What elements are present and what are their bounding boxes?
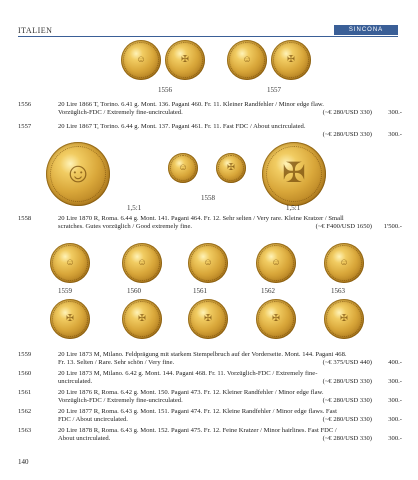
caption-1561: 1561 [193,287,207,295]
scale-label-left: 1,5:1 [127,204,142,212]
lot-estimate: (~€ 280/USD 330) [322,378,372,385]
lot-grade: uncirculated. [58,378,93,385]
caption-1557: 1557 [267,86,281,94]
coin-1560-obverse: ☺ [122,243,162,283]
lot-grade: scratches. Gutes vorzüglich / Good extremely fine. [58,223,193,230]
lot-grade: Vorzüglich-FDC / Extremely fine-uncirculated. [58,109,183,116]
lot-grade: FDC / About uncirculated. [58,416,128,423]
lot-number: 1557 [18,123,32,130]
lot-price: 400.- [388,359,402,366]
lot-price: 300.- [388,435,402,442]
coin-1561-obverse: ☺ [188,243,228,283]
coin-1559-obverse: ☺ [50,243,90,283]
lot-description: 20 Lire 1873 M, Milano. 6.42 g. Mont. 144. Pagani 468. Fr. 11. Vorzüglich-FDC / Extremely fine- [58,370,318,377]
coin-1558-obverse: ☺ [168,153,198,183]
lot-description: 20 Lire 1873 M, Milano. Feldprägung mit starkem Stempelbruch auf der Vorderseite. Mont. 144. Pagani 468. [58,351,347,358]
lot-estimate: (~€ 280/USD 330) [322,435,372,442]
lot-grade: Vorzüglich-FDC / Extremely fine-uncirculated. [58,397,183,404]
page-number: 140 [18,458,29,466]
coin-1559-reverse: ✠ [50,299,90,339]
lot-description: 20 Lire 1877 R, Roma. 6.43 g. Mont. 151. Pagani 474. Fr. 12. Kleine Randfehler / Minor edge flaws. Fast [58,408,337,415]
lot-number: 1560 [18,370,32,377]
lot-estimate: (~€ 375/USD 440) [322,359,372,366]
coin-1563-reverse: ✠ [324,299,364,339]
coin-1556-reverse: ✠ [165,40,205,80]
coin-1561-reverse: ✠ [188,299,228,339]
lot-grade: Fr. 13. Selten / Rare. Sehr schön / Very fine. [58,359,175,366]
caption-1563: 1563 [331,287,345,295]
lot-price: 1'500.- [383,223,402,230]
lot-description: 20 Lire 1878 R, Roma. 6.43 g. Mont. 152. Pagani 475. Fr. 12. Feine Kratzer / Minor hairlines. Fast FDC / [58,427,337,434]
caption-1562: 1562 [261,287,275,295]
caption-1558: 1558 [201,194,215,202]
lot-description: 20 Lire 1870 R, Roma. 6.44 g. Mont. 141. Pagani 464. Fr. 12. Sehr selten / Very rare. Kleine Kratzer / Small [58,215,344,222]
lot-grade: About uncirculated. [58,435,111,442]
section-title: ITALIEN [18,26,53,35]
lot-estimate: (~€ F400/USD 1650) [315,223,372,230]
lot-price: 300.- [388,378,402,385]
lot-description: 20 Lire 1866 T, Torino. 6.41 g. Mont. 136. Pagani 460. Fr. 11. Kleiner Randfehler / Minor edge flaw. [58,101,324,108]
coin-1562-obverse: ☺ [256,243,296,283]
scale-label-right: 1,5:1 [286,204,301,212]
coin-1558-reverse-enlarged: ✠ [262,142,326,206]
lot-number: 1561 [18,389,32,396]
coin-1556-obverse: ☺ [121,40,161,80]
header-rule [18,36,398,37]
lot-number: 1562 [18,408,32,415]
lot-description: 20 Lire 1867 T, Torino. 6.44 g. Mont. 137. Pagani 461. Fr. 11. Fast FDC / About uncirculated. [58,123,306,130]
caption-1559: 1559 [58,287,72,295]
lot-price: 300.- [388,397,402,404]
coin-1562-reverse: ✠ [256,299,296,339]
lot-estimate: (~€ 280/USD 330) [322,131,372,138]
coin-1558-obverse-enlarged: ☺ [46,142,110,206]
coin-1558-reverse: ✠ [216,153,246,183]
caption-1560: 1560 [127,287,141,295]
lot-estimate: (~€ 280/USD 330) [322,416,372,423]
lot-estimate: (~€ 280/USD 330) [322,109,372,116]
coin-1563-obverse: ☺ [324,243,364,283]
coin-1557-obverse: ☺ [227,40,267,80]
coin-1557-reverse: ✠ [271,40,311,80]
lot-estimate: (~€ 280/USD 330) [322,397,372,404]
caption-1556: 1556 [158,86,172,94]
lot-number: 1558 [18,215,32,222]
lot-description: 20 Lire 1876 R, Roma. 6.42 g. Mont. 150. Pagani 473. Fr. 12. Kleiner Randfehler / Minor edge flaw. [58,389,324,396]
lot-number: 1563 [18,427,32,434]
brand-logo: SINCONA [334,25,398,35]
lot-number: 1559 [18,351,32,358]
lot-number: 1556 [18,101,32,108]
lot-price: 300.- [388,109,402,116]
lot-price: 300.- [388,416,402,423]
lot-price: 300.- [388,131,402,138]
coin-1560-reverse: ✠ [122,299,162,339]
